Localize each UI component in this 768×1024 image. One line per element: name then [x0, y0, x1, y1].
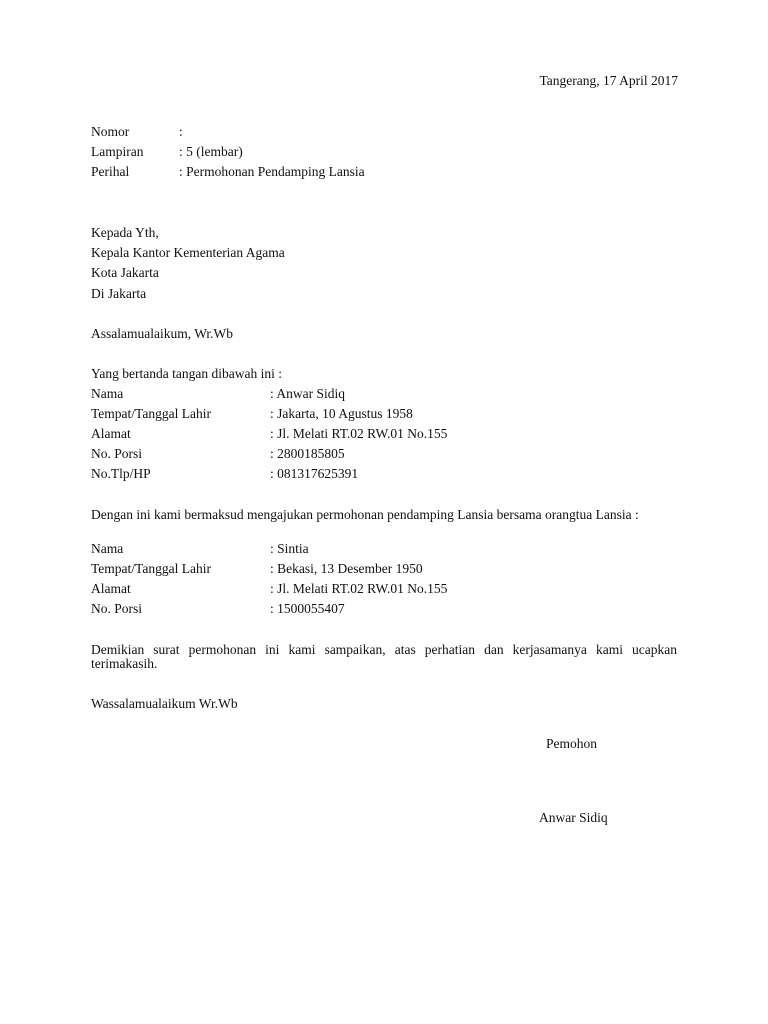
header-perihal [91, 162, 691, 182]
lampiran-label: Lampiran [91, 144, 144, 159]
greeting: Assalamualaikum, Wr.Wb [91, 326, 234, 341]
field-value: : Jakarta, 10 Agustus 1958 [270, 406, 413, 421]
field-label: Alamat [91, 581, 131, 596]
field-label: Nama [91, 541, 124, 556]
elder-nama-row [91, 539, 691, 559]
field-value: : Jl. Melati RT.02 RW.01 No.155 [270, 581, 448, 596]
field-value: : 081317625391 [270, 466, 359, 481]
signer-name: Anwar Sidiq [539, 810, 608, 825]
applicant-intro: Yang bertanda tangan dibawah ini : [91, 366, 282, 381]
field-label: Tempat/Tanggal Lahir [91, 561, 211, 576]
field-label: Alamat [91, 426, 131, 441]
applicant-porsi-row [91, 444, 691, 464]
field-label: No. Porsi [91, 446, 143, 461]
field-value: : 1500055407 [270, 601, 345, 616]
field-value: : Jl. Melati RT.02 RW.01 No.155 [270, 426, 448, 441]
field-label: Tempat/Tanggal Lahir [91, 406, 211, 421]
elder-alamat-row [91, 579, 691, 599]
field-label: Nama [91, 386, 124, 401]
perihal-label: Perihal [91, 164, 130, 179]
recipient-line: Kepada Yth, [91, 225, 159, 240]
recipient-line: Di Jakarta [91, 286, 147, 301]
applicant-nama-row [91, 384, 691, 404]
applicant-tlp-row [91, 464, 691, 484]
applicant-alamat-row [91, 424, 691, 444]
field-label: No. Porsi [91, 601, 143, 616]
field-value: : Anwar Sidiq [270, 386, 346, 401]
elder-ttl-row [91, 559, 691, 579]
field-label: No.Tlp/HP [91, 466, 151, 481]
farewell: Wassalamualaikum Wr.Wb [91, 696, 238, 711]
signer-title: Pemohon [546, 736, 598, 751]
recipient-line: Kepala Kantor Kementerian Agama [91, 245, 285, 260]
field-value: : Sintia [270, 541, 309, 556]
perihal-value: : Permohonan Pendamping Lansia [179, 164, 365, 179]
applicant-ttl-row [91, 404, 691, 424]
header-lampiran [91, 142, 691, 162]
field-value: : Bekasi, 13 Desember 1950 [270, 561, 423, 576]
letter-date: Tangerang, 17 April 2017 [539, 73, 678, 88]
elder-porsi-row [91, 599, 691, 619]
nomor-label: Nomor [91, 124, 130, 139]
field-value: : 2800185805 [270, 446, 345, 461]
nomor-value: : [179, 124, 183, 139]
request-paragraph: Dengan ini kami bermaksud mengajukan permohonan pendamping Lansia bersama orangtua Lansia : [91, 507, 639, 522]
lampiran-value: : 5 (lembar) [179, 144, 243, 159]
recipient-line: Kota Jakarta [91, 265, 159, 280]
header-nomor [91, 122, 691, 142]
closing-paragraph: Demikian surat permohonan ini kami sampaikan, atas perhatian dan kerjasamanya kami ucapkan terimakasih. [91, 642, 677, 671]
